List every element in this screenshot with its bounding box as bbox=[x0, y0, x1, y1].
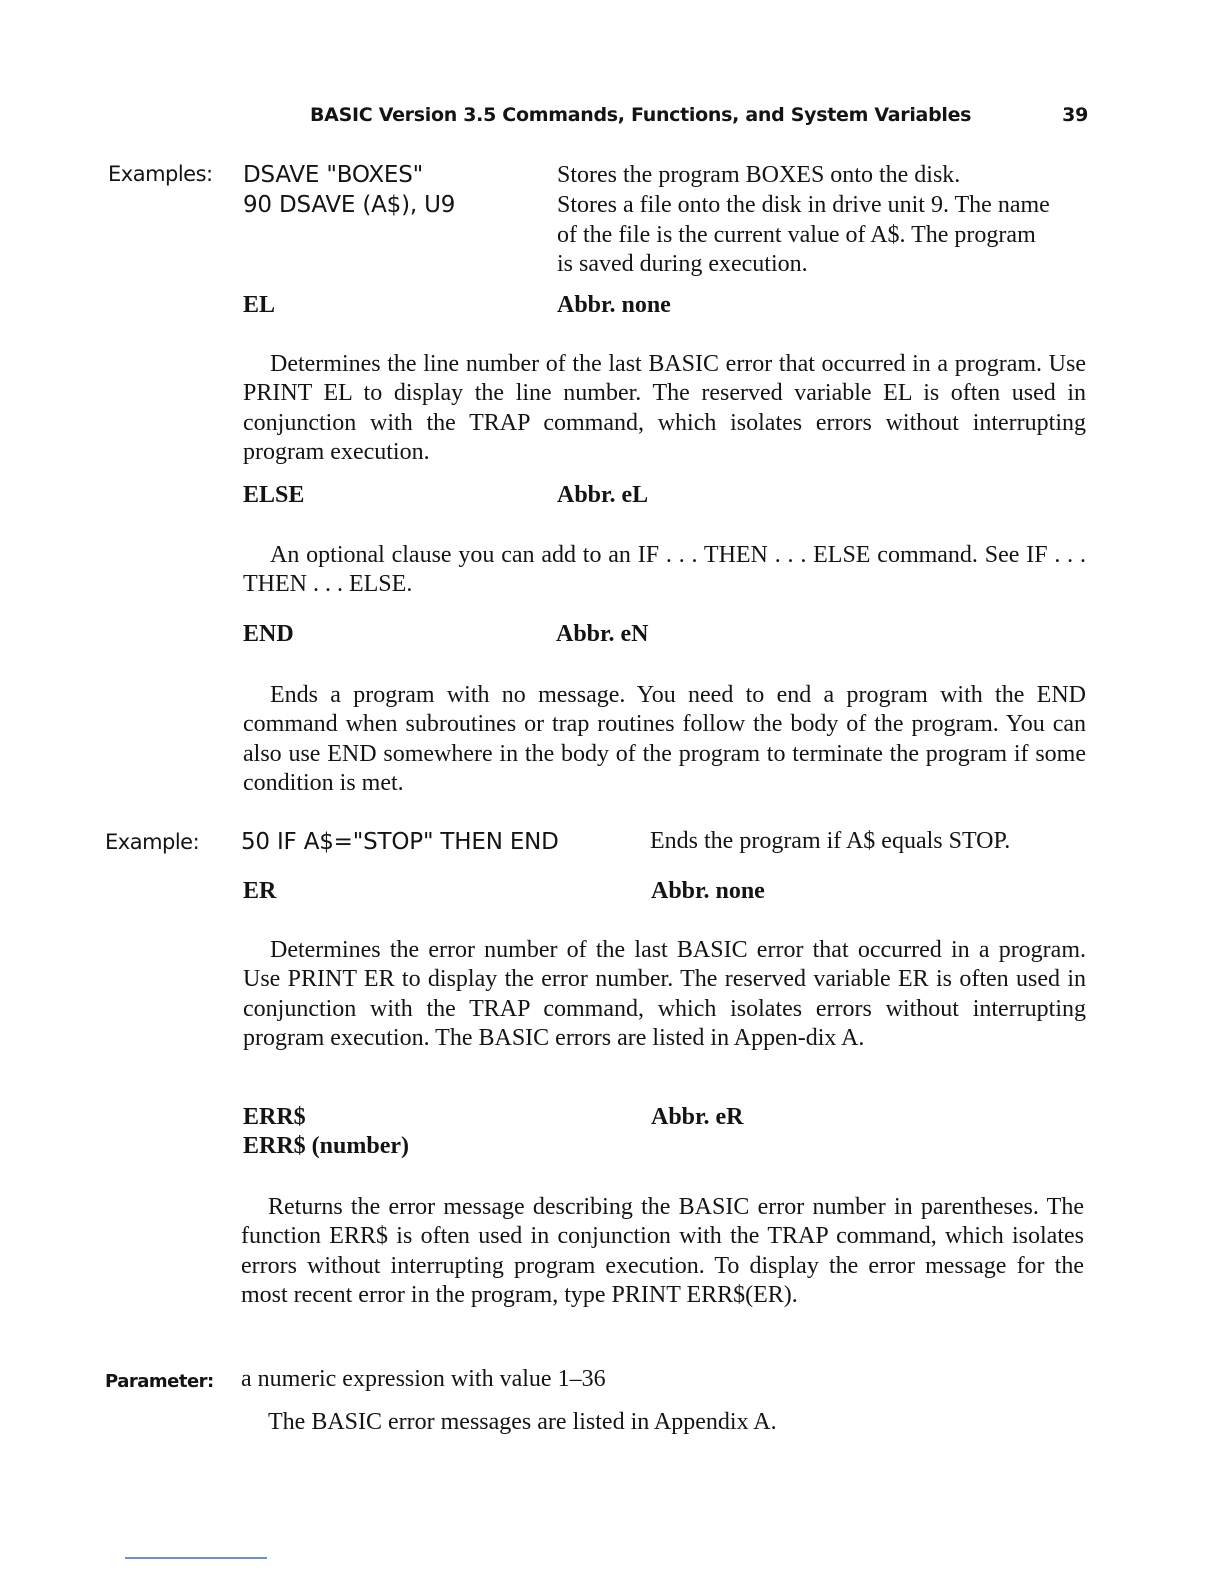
end-example-desc: Ends the program if A$ equals STOP. bbox=[650, 828, 1011, 854]
example-code-1: DSAVE "BOXES" bbox=[243, 162, 424, 188]
end-abbr: Abbr. eN bbox=[556, 621, 649, 647]
example-code-2: 90 DSAVE (A$), U9 bbox=[243, 192, 456, 218]
examples-label: Examples: bbox=[108, 162, 213, 186]
el-description: Determines the line number of the last BASIC error that occurred in a program. Use PRINT EL to display the line number. The reserved variable EL is often used in conjunction with the TRAP command, which isolates errors without interrupting program execution. bbox=[243, 351, 1086, 465]
errs-abbr: Abbr. eR bbox=[651, 1104, 744, 1130]
errs-description: Returns the error message describing the BASIC error number in parentheses. The function ERR$ is often used in conjunction with the TRAP command, which isolates errors without interrupting program execution. To display the error message for the most recent error in the program, type PRINT ERR$(ER). bbox=[241, 1194, 1084, 1308]
el-keyword: EL bbox=[243, 292, 276, 318]
page-number: 39 bbox=[1062, 104, 1088, 126]
er-keyword: ER bbox=[243, 878, 277, 904]
end-example-code: 50 IF A$="STOP" THEN END bbox=[241, 829, 559, 855]
else-description: An optional clause you can add to an IF . . . THEN . . . ELSE command. See IF . . . THEN . . . ELSE. bbox=[243, 542, 1086, 598]
else-abbr: Abbr. eL bbox=[557, 482, 649, 508]
bottom-rule bbox=[125, 1557, 267, 1559]
example-label: Example: bbox=[105, 830, 200, 854]
end-keyword: END bbox=[243, 621, 294, 647]
else-keyword: ELSE bbox=[243, 482, 305, 508]
er-abbr: Abbr. none bbox=[651, 878, 765, 904]
el-abbr: Abbr. none bbox=[557, 292, 671, 318]
parameter-label: Parameter: bbox=[105, 1371, 214, 1392]
example-desc-1: Stores the program BOXES onto the disk. bbox=[557, 162, 961, 188]
errs-keyword-number: ERR$ (number) bbox=[243, 1133, 409, 1159]
end-description: Ends a program with no message. You need to end a program with the END command when subroutines or trap routines follow the body of the program. You can also use END somewhere in the body of the program to terminate the program if some condition is met. bbox=[243, 682, 1086, 796]
parameter-text: a numeric expression with value 1–36 bbox=[241, 1366, 606, 1392]
running-header bbox=[310, 104, 1088, 126]
header-title: BASIC Version 3.5 Commands, Functions, and System Variables bbox=[310, 104, 972, 126]
example-desc-2: Stores a file onto the disk in drive unit 9. The name of the file is the current value of A$. The program is saved during execution. bbox=[557, 192, 1050, 277]
er-description: Determines the error number of the last BASIC error that occurred in a program. Use PRINT ER to display the error number. The reserved variable ER is often used in conjunction with the TRAP command, which isolates errors without interrupting program execution. The BASIC errors are listed in Appen-dix A. bbox=[243, 937, 1086, 1051]
errors-note: The BASIC error messages are listed in Appendix A. bbox=[268, 1409, 777, 1435]
errs-keyword: ERR$ bbox=[243, 1104, 306, 1130]
